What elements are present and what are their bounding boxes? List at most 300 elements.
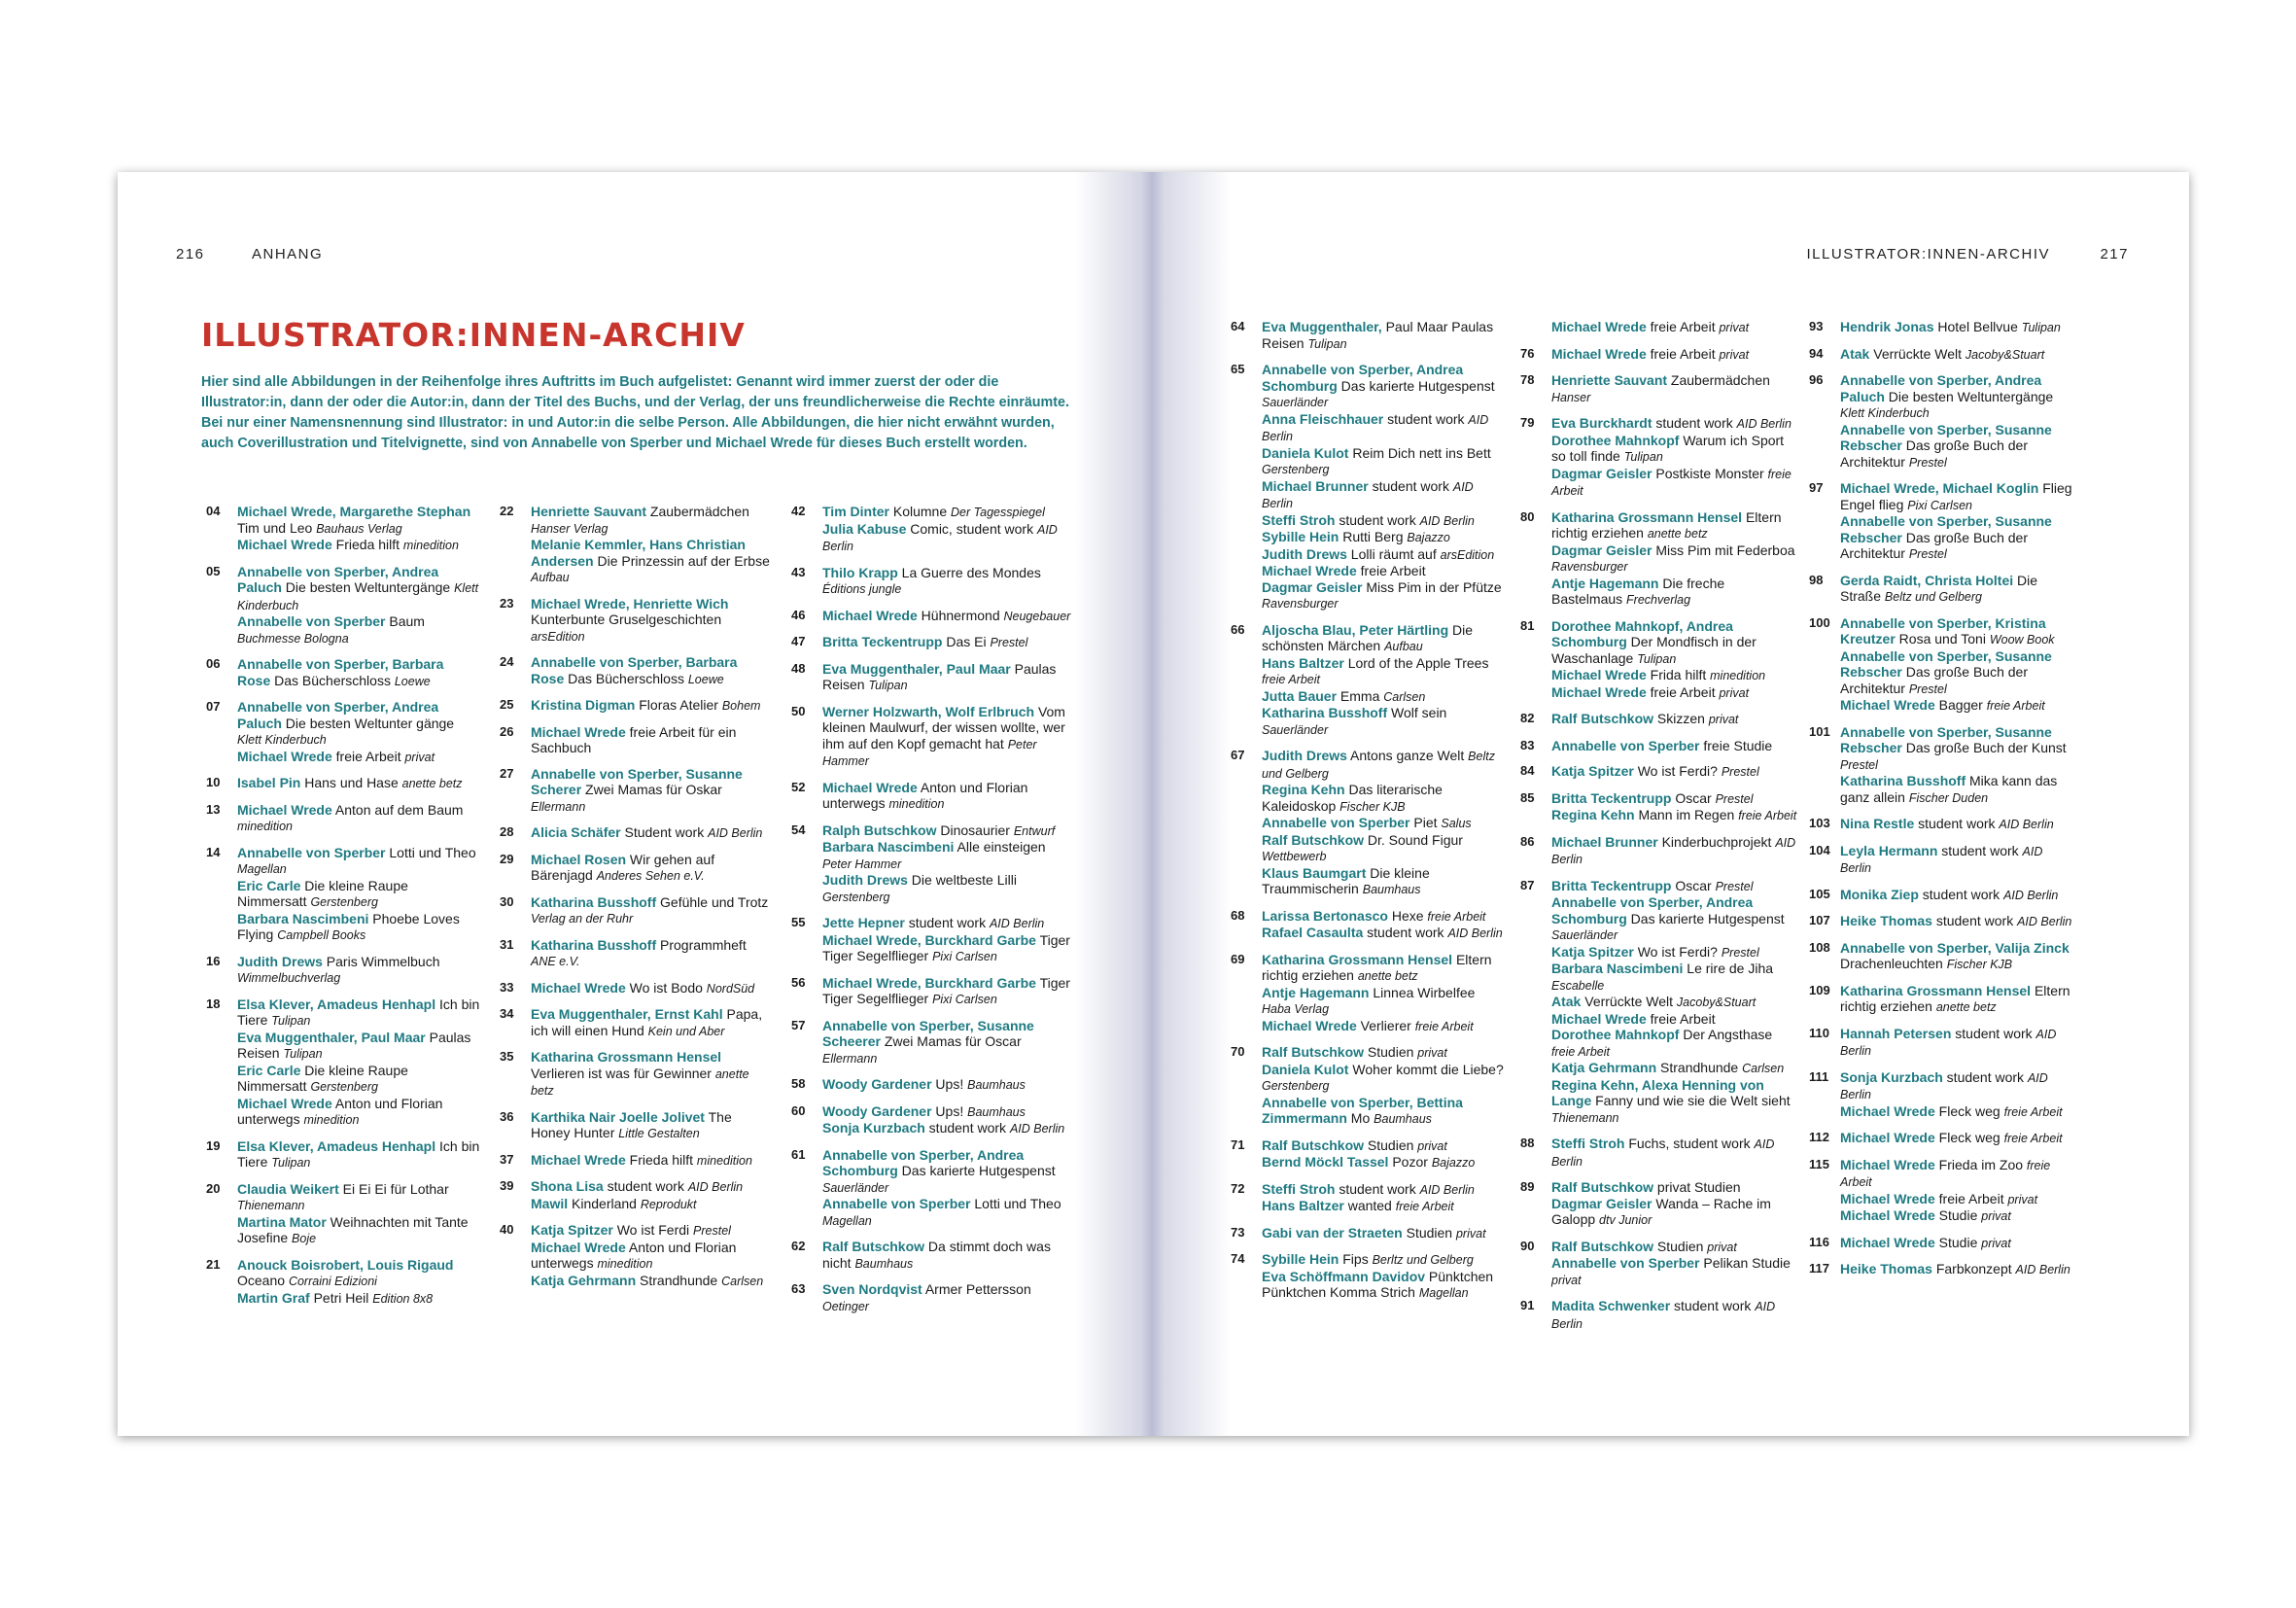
illustrator-name: Michael Wrede xyxy=(237,1095,332,1111)
illustrator-name: Annabelle von Sperber, Andrea Schomburg xyxy=(822,1146,1025,1178)
entry-page-number: 26 xyxy=(500,723,514,739)
illustrator-name: Michael Wrede xyxy=(1551,683,1647,700)
archive-entry xyxy=(791,975,1075,1008)
entry-credit-line xyxy=(1262,832,1508,865)
entry-credit-line xyxy=(822,704,1075,770)
illustrator-name: Jutta Bauer xyxy=(1262,687,1338,704)
illustrator-name: Michael Wrede xyxy=(1840,1102,1935,1119)
illustrator-name: Michael Wrede xyxy=(1551,667,1647,682)
illustrator-name: Annabelle von Sperber xyxy=(237,844,386,860)
entry-credit-line xyxy=(822,872,1075,905)
entry-credit-line xyxy=(1262,1018,1508,1035)
entry-credit-line xyxy=(822,1196,1075,1229)
book-title: Woher kommt die Liebe? xyxy=(1348,1061,1504,1077)
entry-credit-line xyxy=(1262,865,1508,898)
publisher: Tulipan xyxy=(1637,651,1677,666)
entry-credit-line xyxy=(1262,688,1508,706)
archive-column-5 xyxy=(1520,319,1797,1342)
entry-credit-line xyxy=(822,661,1075,694)
archive-entry xyxy=(500,1152,774,1170)
illustrator-name: Hendrik Jonas xyxy=(1840,319,1934,334)
entry-credit-line xyxy=(1551,711,1797,728)
book-title: Anton und Florian unterwegs xyxy=(531,1239,737,1271)
book-title: freie Arbeit xyxy=(331,748,405,764)
entry-credit-line xyxy=(531,1273,774,1290)
illustrator-name: Annabelle von Sperber, Barbara Rose xyxy=(531,654,738,686)
archive-entry xyxy=(1231,1251,1508,1302)
publisher: privat xyxy=(1417,1046,1447,1060)
illustrator-name: Nina Restle xyxy=(1840,816,1915,831)
illustrator-name: Aljoscha Blau, Peter Härtling xyxy=(1262,621,1449,638)
entry-page-number: 29 xyxy=(500,851,514,866)
archive-entry xyxy=(500,1178,774,1212)
entry-credit-line xyxy=(822,1120,1075,1137)
publisher: arsEdition xyxy=(531,629,585,644)
illustrator-name: Annabelle von Sperber, Susanne Scherer xyxy=(531,765,743,797)
entry-credit-line xyxy=(531,654,774,687)
entry-credit-line xyxy=(531,894,774,927)
entry-credit-line xyxy=(1262,1181,1508,1199)
publisher: Loewe xyxy=(394,674,431,688)
illustrator-name: Hans Baltzer xyxy=(1262,1198,1344,1213)
entry-page-number: 18 xyxy=(206,996,221,1011)
book-title: student work xyxy=(924,1120,1010,1136)
book-title: Anton und Florian unterwegs xyxy=(822,779,1028,811)
illustrator-name: Michael Wrede xyxy=(1551,1010,1647,1027)
illustrator-name: Atak xyxy=(1840,345,1870,362)
entry-credit-line xyxy=(822,839,1075,872)
archive-entry xyxy=(206,802,480,835)
illustrator-name: Michael Wrede, Burckhard Garbe xyxy=(822,931,1036,948)
publisher: Entwurf xyxy=(1013,823,1056,838)
entry-page-number: 108 xyxy=(1809,939,1830,955)
archive-entry xyxy=(791,504,1075,555)
book-title: Lolli räumt auf xyxy=(1346,545,1441,562)
entry-page-number: 13 xyxy=(206,801,221,817)
running-head-right: ILLUSTRATOR:INNEN-ARCHIV xyxy=(1806,246,2050,262)
entry-page-number: 34 xyxy=(500,1006,514,1021)
book-title: Floras Atelier xyxy=(635,697,722,713)
archive-entry xyxy=(791,780,1075,813)
publisher: Sauerländer xyxy=(1262,396,1329,409)
archive-entry xyxy=(1520,1179,1797,1229)
book-title: Paris Wimmelbuch xyxy=(322,953,440,969)
publisher: Prestel xyxy=(693,1224,731,1238)
publisher: Bauhaus Verlag xyxy=(316,521,402,536)
entry-page-number: 48 xyxy=(791,660,806,676)
publisher: Prestel xyxy=(1715,879,1754,893)
entry-page-number: 35 xyxy=(500,1049,514,1064)
publisher: Aufbau xyxy=(1384,640,1423,653)
entry-page-number: 107 xyxy=(1809,913,1830,927)
book-title: Wo ist Ferdi xyxy=(612,1222,694,1238)
book-title: Tiger Tiger Segelflieger xyxy=(822,931,1070,963)
entry-credit-line xyxy=(531,537,774,586)
entry-page-number: 23 xyxy=(500,595,514,611)
archive-entry xyxy=(1520,1298,1797,1332)
entry-page-number: 22 xyxy=(500,504,514,518)
entry-credit-line xyxy=(1551,834,1797,868)
book-title: Pelikan Studie xyxy=(1699,1255,1791,1271)
illustrator-name: Michael Wrede xyxy=(1840,1207,1935,1223)
illustrator-name: Klaus Baumgart xyxy=(1262,864,1367,881)
entry-credit-line xyxy=(1262,1251,1508,1269)
publisher: privat xyxy=(1708,713,1739,726)
entry-credit-line xyxy=(237,845,480,878)
entry-credit-line xyxy=(1551,1060,1797,1077)
entry-page-number: 16 xyxy=(206,953,221,968)
publisher: Tulipan xyxy=(271,1156,311,1170)
book-title: Paul Maar Paulas Reisen xyxy=(1262,319,1494,351)
book-title: Pozor xyxy=(1388,1154,1432,1170)
book-title: Frieda im Zoo xyxy=(1934,1156,2027,1172)
running-head-left: ANHANG xyxy=(252,246,324,262)
book-title: Das Bücherschloss xyxy=(270,672,395,688)
book-title: Oceano xyxy=(237,1273,289,1288)
entry-credit-line xyxy=(1262,512,1508,530)
entry-credit-line xyxy=(1551,319,1797,336)
publisher: NordSüd xyxy=(706,981,755,996)
entry-credit-line xyxy=(1551,684,1797,702)
publisher: Hanser xyxy=(1551,390,1591,404)
entry-credit-line xyxy=(1262,622,1508,655)
illustrator-name: Michael Wrede, Margarethe Stephan xyxy=(237,504,471,519)
book-title: Rutti Berg xyxy=(1339,529,1408,544)
publisher: Peter Hammer xyxy=(822,737,1037,768)
publisher: AID Berlin xyxy=(2003,888,2059,902)
entry-credit-line xyxy=(1840,843,2076,877)
entry-page-number: 94 xyxy=(1809,345,1824,361)
publisher: Baumhaus xyxy=(1374,1112,1432,1126)
illustrator-name: Eva Muggenthaler, Ernst Kahl xyxy=(531,1006,723,1022)
illustrator-name: Katharina Grossmann Hensel xyxy=(1840,982,2032,998)
entry-page-number: 84 xyxy=(1520,763,1535,778)
illustrator-name: Michael Wrede xyxy=(531,723,626,740)
archive-entry xyxy=(1809,1157,2076,1225)
publisher: dtv Junior xyxy=(1599,1213,1652,1227)
publisher: Bajazzo xyxy=(1407,531,1450,544)
illustrator-name: Madita Schwenker xyxy=(1551,1298,1671,1313)
publisher: AID Berlin xyxy=(2015,1263,2070,1276)
intro-paragraph: Hier sind alle Abbildungen in der Reihenfolge ihres Auftritts im Buch aufgelistet: Genannt wird immer zuerst der oder die Illustrator:in, dann der oder die Autor:in, dann der Titel des Buchs, und der Verlag, der uns freundlicherweise die Rechte einräumte. Bei nur einer Namensnennung sind Illustrator: in und Autor:in die selbe Person. Alle Abbildungen, die hier nicht erwähnt wurden, auch Coverillustration und Titelvignette, sind von Annabelle von Sperber und Michael Wrede für dieses Buch erstellt worden. xyxy=(201,374,1069,451)
illustrator-name: Woody Gardener xyxy=(822,1102,932,1119)
archive-entry xyxy=(1520,1239,1797,1289)
illustrator-name: Ralf Butschkow xyxy=(822,1239,925,1254)
book-title: Zwei Mamas für Oskar xyxy=(581,782,722,797)
illustrator-name: Gabi van der Straeten xyxy=(1262,1224,1403,1241)
entry-page-number: 100 xyxy=(1809,614,1830,630)
entry-credit-line xyxy=(531,1196,774,1213)
book-title: Weihnachten mit Tante Josefine xyxy=(237,1213,469,1245)
entry-credit-line xyxy=(1551,790,1797,808)
archive-entry xyxy=(1809,983,2076,1016)
book-title: Skizzen xyxy=(1653,711,1709,726)
illustrator-name: Katja Spitzer xyxy=(531,1222,613,1238)
entry-credit-line xyxy=(822,915,1075,932)
book-title: Das große Buch der Kunst xyxy=(1901,740,2067,755)
illustrator-name: Henriette Sauvant xyxy=(531,504,647,519)
publisher: privat xyxy=(2007,1192,2038,1206)
illustrator-name: Annabelle von Sperber xyxy=(1551,1255,1700,1271)
book-title: Die schönsten Märchen xyxy=(1262,621,1474,653)
entry-page-number: 82 xyxy=(1520,711,1535,725)
entry-credit-line xyxy=(1551,807,1797,824)
entry-page-number: 80 xyxy=(1520,508,1535,524)
illustrator-name: Shona Lisa xyxy=(531,1178,604,1194)
archive-entry xyxy=(791,1076,1075,1094)
book-title: wanted xyxy=(1343,1198,1396,1213)
book-title: Fuchs, student work xyxy=(1624,1136,1755,1151)
illustrator-name: Dagmar Geisler xyxy=(1262,578,1363,595)
publisher: Prestel xyxy=(1908,547,1947,561)
publisher: AID Berlin xyxy=(822,522,1058,553)
illustrator-name: Britta Teckentrupp xyxy=(822,634,943,649)
book-title: Rosa und Toni xyxy=(1895,631,1990,647)
entry-page-number: 56 xyxy=(791,974,806,990)
illustrator-name: Annabelle von Sperber, Valija Zinck xyxy=(1840,939,2070,956)
illustrator-name: Leyla Hermann xyxy=(1840,842,1938,858)
book-title: Programmheft xyxy=(656,936,747,953)
entry-credit-line xyxy=(1262,546,1508,564)
archive-entry xyxy=(500,852,774,885)
publisher: Gerstenberg xyxy=(310,895,378,909)
entry-page-number: 88 xyxy=(1520,1136,1535,1150)
entry-page-number: 25 xyxy=(500,697,514,712)
book-title: Die Prinzessin auf der Erbse xyxy=(593,552,770,569)
publisher: Jacoby&Stuart xyxy=(1676,996,1757,1009)
entry-credit-line xyxy=(1262,908,1508,926)
entry-page-number: 58 xyxy=(791,1076,806,1091)
book-title: Gefühle und Trotz xyxy=(656,893,769,910)
entry-page-number: 05 xyxy=(206,563,221,578)
entry-credit-line xyxy=(531,824,774,842)
illustrator-name: Annabelle von Sperber, Kristina Kreutzer xyxy=(1840,614,2046,647)
illustrator-name: Annabelle von Sperber xyxy=(1262,815,1410,830)
entry-credit-line xyxy=(1551,542,1797,576)
entry-credit-line xyxy=(1840,573,2076,606)
entry-page-number: 70 xyxy=(1231,1044,1245,1059)
illustrator-name: Annabelle von Sperber, Susanne Rebscher xyxy=(1840,513,2052,545)
book-title: freie Studie xyxy=(1699,737,1773,753)
illustrator-name: Michael Wrede xyxy=(1551,319,1647,334)
book-title: Ei Ei Ei für Lothar xyxy=(338,1180,449,1197)
publisher: Der Tagesspiegel xyxy=(951,506,1045,519)
entry-page-number: 93 xyxy=(1809,319,1824,333)
book-title: Hühnermond xyxy=(917,607,1004,623)
publisher: freie Arbeit xyxy=(1414,1019,1474,1033)
entry-credit-line xyxy=(1262,1269,1508,1302)
entry-credit-line xyxy=(822,932,1075,965)
publisher: freie Arbeit xyxy=(2003,1132,2063,1145)
publisher: minedition xyxy=(1710,669,1766,682)
archive-entry xyxy=(206,1181,480,1247)
book-title: Der Angsthase xyxy=(1679,1027,1773,1042)
entry-credit-line xyxy=(531,596,774,646)
illustrator-name: Annabelle von Sperber, Andrea Paluch xyxy=(237,563,439,595)
illustrator-name: Dorothee Mahnkopf xyxy=(1551,1027,1680,1042)
entry-credit-line xyxy=(1551,1136,1797,1170)
entry-credit-line xyxy=(1262,1154,1508,1171)
entry-credit-line xyxy=(237,878,480,911)
illustrator-name: Michael Wrede xyxy=(531,1239,626,1255)
illustrator-name: Melanie Kemmler, Hans Christian Andersen xyxy=(531,537,746,569)
illustrator-name: Anouck Boisrobert, Louis Rigaud xyxy=(237,1256,454,1273)
entry-credit-line xyxy=(1551,509,1797,542)
archive-entry xyxy=(791,704,1075,770)
book-title: Oscar xyxy=(1671,877,1716,893)
illustrator-name: Antje Hagemann xyxy=(1262,984,1370,1000)
archive-entry xyxy=(500,937,774,970)
book-title: Mika kann das ganz allein xyxy=(1840,773,2058,805)
entry-credit-line xyxy=(237,996,480,1030)
publisher: Prestel xyxy=(1840,757,1878,772)
book-title: student work xyxy=(904,915,990,930)
book-title: Warum ich Sport so toll finde xyxy=(1551,432,1785,464)
publisher: Ravensburger xyxy=(1551,560,1628,574)
book-title: Wo ist Ferdi? xyxy=(1633,943,1722,960)
archive-entry xyxy=(206,775,480,792)
archive-entry xyxy=(206,1257,480,1308)
publisher: Gerstenberg xyxy=(310,1080,378,1094)
publisher: privat xyxy=(1719,347,1750,362)
archive-entry xyxy=(1809,843,2076,877)
left-page xyxy=(118,172,1153,1436)
archive-entry xyxy=(1809,913,2076,930)
book-title: Die weltbeste Lilli xyxy=(907,872,1017,888)
illustrator-name: Dagmar Geisler xyxy=(1551,1195,1652,1211)
book-title: Vom kleinen Maulwurf, der wissen wollte, wer ihm auf den Kopf gemacht hat xyxy=(822,703,1065,752)
entry-credit-line xyxy=(1262,782,1508,815)
illustrator-name: Sybille Hein xyxy=(1262,529,1339,544)
illustrator-name: Michael Wrede xyxy=(237,748,332,764)
entry-credit-line xyxy=(822,634,1075,651)
entry-page-number: 112 xyxy=(1809,1130,1829,1144)
illustrator-name: Judith Drews xyxy=(1262,545,1347,562)
entry-credit-line xyxy=(237,1290,480,1308)
entry-page-number: 40 xyxy=(500,1222,514,1237)
entry-credit-line xyxy=(1262,1225,1508,1242)
publisher: Sauerländer xyxy=(822,1180,889,1195)
entry-credit-line xyxy=(1262,563,1508,579)
entry-credit-line xyxy=(1262,925,1508,942)
entry-page-number: 86 xyxy=(1520,833,1535,849)
illustrator-name: Ralf Butschkow xyxy=(1551,1238,1654,1254)
book-title: student work xyxy=(1652,415,1737,431)
archive-entry xyxy=(206,1138,480,1171)
publisher: Tulipan xyxy=(868,679,908,692)
archive-column-4 xyxy=(1231,319,1508,1311)
illustrator-name: Annabelle von Sperber, Susanne Rebscher xyxy=(1840,421,2052,453)
entry-credit-line xyxy=(531,504,774,537)
book-title: Studie xyxy=(1934,1234,1982,1250)
book-title: Da stimmt doch was nicht xyxy=(822,1239,1051,1271)
publisher: Ellermann xyxy=(531,799,586,814)
illustrator-name: Regina Kehn, Alexa Henning von Lange xyxy=(1551,1076,1764,1108)
illustrator-name: Ralf Butschkow xyxy=(1262,831,1365,848)
entry-credit-line xyxy=(1551,466,1797,500)
illustrator-name: Anna Fleischhauer xyxy=(1262,410,1384,427)
book-spread xyxy=(118,172,2189,1436)
entry-credit-line xyxy=(1262,1095,1508,1128)
archive-entry xyxy=(1809,1235,2076,1252)
entry-credit-line xyxy=(237,1030,480,1063)
entry-credit-line xyxy=(1840,724,2076,774)
illustrator-name: Judith Drews xyxy=(822,872,908,888)
illustrator-name: Annabelle von Sperber, Andrea Paluch xyxy=(1840,372,2042,404)
illustrator-name: Annabelle von Sperber, Bettina Zimmermann xyxy=(1262,1094,1463,1126)
publisher: privat xyxy=(1981,1209,2011,1223)
entry-page-number: 54 xyxy=(791,821,806,837)
entry-page-number: 31 xyxy=(500,936,514,952)
publisher: AID Berlin xyxy=(1840,844,2043,875)
book-title: Paulas Reisen xyxy=(237,1029,471,1061)
book-title: Petri Heil xyxy=(309,1289,373,1306)
book-title: Flieg Engel flieg xyxy=(1840,480,2072,512)
illustrator-name: Michael Wrede xyxy=(531,1151,626,1168)
illustrator-name: Dagmar Geisler xyxy=(1551,465,1652,481)
entry-credit-line xyxy=(1551,346,1797,364)
entry-credit-line xyxy=(1840,1191,2076,1208)
book-title: student work xyxy=(1914,816,2000,831)
publisher: Prestel xyxy=(1908,682,1947,696)
book-title: Miss Pim mit Federboa xyxy=(1652,542,1795,558)
illustrator-name: Steffi Stroh xyxy=(1551,1136,1625,1151)
entry-page-number: 65 xyxy=(1231,362,1245,376)
illustrator-name: Britta Teckentrupp xyxy=(1551,789,1672,806)
entry-page-number: 52 xyxy=(791,779,806,794)
illustrator-name: Michael Wrede xyxy=(822,779,918,795)
book-title: Lotti und Theo xyxy=(970,1196,1061,1211)
publisher: Escabelle xyxy=(1551,978,1605,993)
book-title: Das Ei xyxy=(942,634,991,649)
book-title: Fips xyxy=(1339,1251,1373,1267)
entry-credit-line xyxy=(1551,994,1797,1011)
archive-entry xyxy=(500,504,774,586)
archive-entry xyxy=(1809,1130,2076,1147)
book-title: Verlieren ist was für Gewinner xyxy=(531,1065,715,1081)
entry-page-number: 50 xyxy=(791,703,806,718)
entry-credit-line xyxy=(1551,618,1797,668)
entry-page-number: 27 xyxy=(500,765,514,781)
archive-column-3 xyxy=(791,504,1075,1324)
archive-entry xyxy=(206,996,480,1129)
entry-credit-line xyxy=(237,613,480,647)
entry-credit-line xyxy=(237,656,480,689)
entry-page-number: 85 xyxy=(1520,789,1535,805)
entry-page-number: 97 xyxy=(1809,480,1824,495)
entry-page-number: 43 xyxy=(791,564,806,579)
publisher: minedition xyxy=(402,539,459,552)
publisher: Pixi Carlsen xyxy=(1907,498,1972,512)
book-title: Wir gehen auf Bärenjagd xyxy=(531,851,715,883)
archive-entry xyxy=(1520,834,1797,868)
archive-entry xyxy=(500,654,774,687)
book-title: Wanda – Rache im Galopp xyxy=(1551,1195,1771,1227)
book-title: Studien xyxy=(1364,1044,1418,1060)
illustrator-name: Katharina Grossmann Hensel xyxy=(1551,508,1743,525)
publisher: Magellan xyxy=(237,862,287,876)
book-title: Ich bin Tiere xyxy=(237,996,480,1028)
entry-credit-line xyxy=(237,537,480,554)
entry-credit-line xyxy=(1840,887,2076,904)
illustrator-name: Ralph Butschkow xyxy=(822,821,937,838)
entry-credit-line xyxy=(1262,655,1508,688)
entry-credit-line xyxy=(237,504,480,537)
entry-credit-line xyxy=(1262,529,1508,546)
book-title: Zwei Mamas für Oscar xyxy=(880,1033,1022,1049)
illustrator-name: Katharina Busshoff xyxy=(531,893,657,910)
illustrator-name: Steffi Stroh xyxy=(1262,1180,1336,1197)
